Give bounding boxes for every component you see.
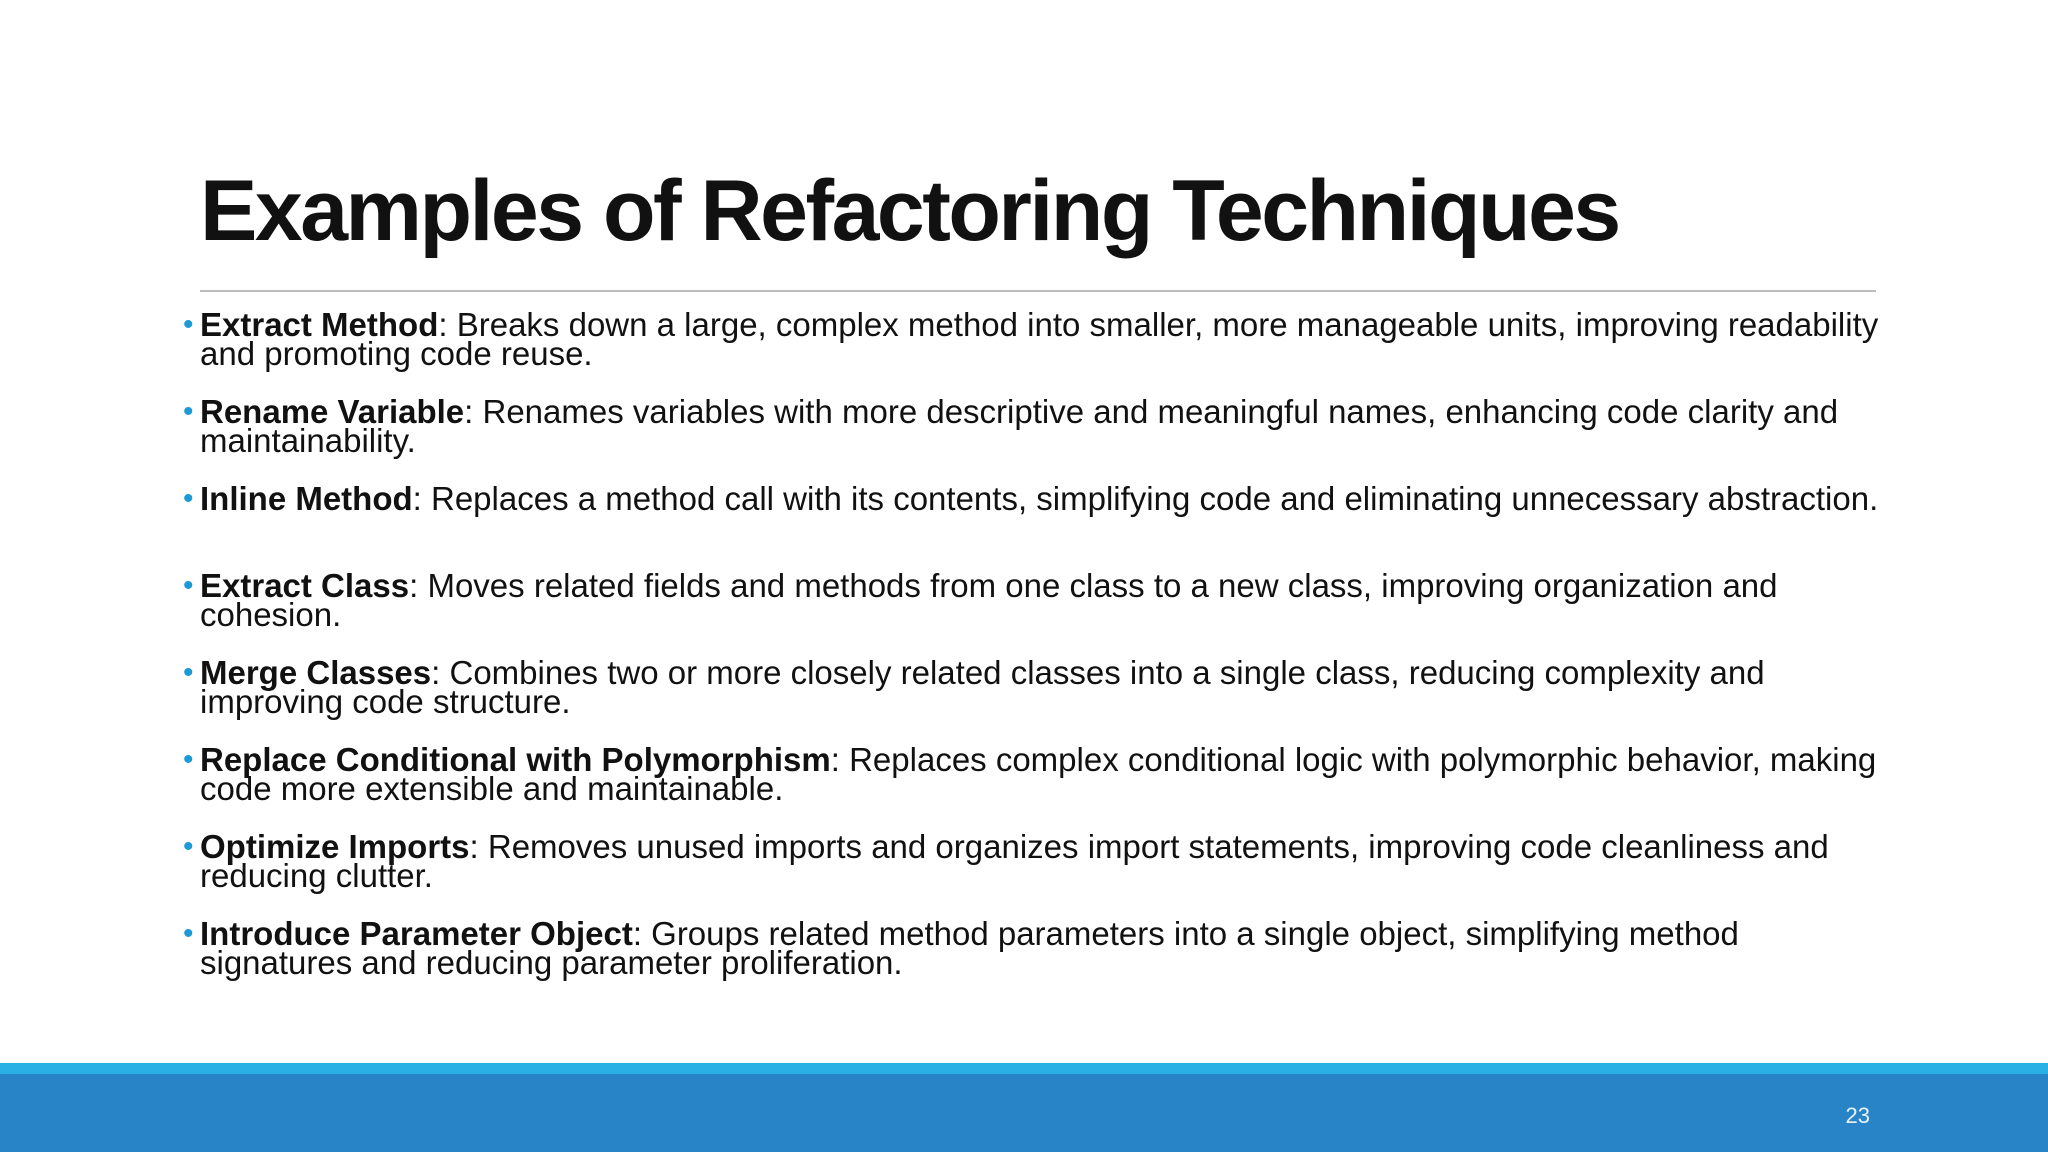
bullet-term: Introduce Parameter Object (200, 915, 633, 952)
bullet-separator: : (464, 393, 474, 430)
page-number: 23 (1845, 1103, 1870, 1128)
bullet-dot-icon: • (183, 308, 194, 341)
bullet-dot-icon: • (183, 917, 194, 950)
bullet-description: Moves related fields and methods from one class to a new class, improving organization and cohesion. (200, 567, 1778, 633)
bullet-description: Replaces complex conditional logic with polymorphic behavior, making code more extensible and maintainable. (200, 741, 1877, 807)
bullet-description: Removes unused imports and organizes import statements, improving code cleanliness and reducing clutter. (200, 828, 1829, 894)
bullet-item (183, 741, 1880, 832)
footer-bar (0, 1074, 2048, 1152)
bullet-item (183, 306, 1880, 397)
bullet-separator: : (469, 828, 479, 865)
title-divider (200, 290, 1876, 292)
bullet-separator: : (438, 306, 448, 343)
footer-accent-strip (0, 1063, 2048, 1074)
bullet-term: Merge Classes (200, 654, 432, 691)
bullet-description: Renames variables with more descriptive and meaningful names, enhancing code clarity and maintainability. (200, 393, 1839, 459)
bullet-separator: : (412, 480, 422, 517)
bullet-item (183, 828, 1880, 919)
slide-title: Examples of Refactoring Techniques (200, 163, 1619, 259)
bullet-separator: : (830, 741, 840, 778)
bullet-dot-icon: • (183, 743, 194, 776)
bullet-term: Rename Variable (200, 393, 465, 430)
bullet-term: Extract Class (200, 567, 410, 604)
bullet-item (183, 915, 1880, 1006)
bullet-dot-icon: • (183, 482, 194, 515)
bullet-separator: : (431, 654, 441, 691)
bullet-dot-icon: • (183, 830, 194, 863)
bullet-description: Breaks down a large, complex method into smaller, more manageable units, improving readability and promoting code reuse. (200, 306, 1879, 372)
bullet-separator: : (632, 915, 642, 952)
bullet-term: Optimize Imports (200, 828, 470, 865)
bullet-description: Combines two or more closely related classes into a single class, reducing complexity and improving code structure. (200, 654, 1765, 720)
bullet-term: Extract Method (200, 306, 439, 343)
bullet-dot-icon: • (183, 656, 194, 689)
bullet-dot-icon: • (183, 395, 194, 428)
bullet-description: Groups related method parameters into a single object, simplifying method signatures and reducing parameter proliferation. (200, 915, 1739, 981)
bullet-dot-icon: • (183, 569, 194, 602)
bullet-term: Inline Method (200, 480, 413, 517)
bullet-item (183, 393, 1880, 484)
bullet-term: Replace Conditional with Polymorphism (200, 741, 831, 778)
bullet-separator: : (409, 567, 419, 604)
bullet-item (183, 567, 1880, 658)
bullet-description: Replaces a method call with its contents, simplifying code and eliminating unnecessary abstraction. (421, 480, 1879, 517)
bullet-item (183, 480, 1880, 571)
bullet-item (183, 654, 1880, 745)
bullet-list (183, 306, 1880, 1006)
